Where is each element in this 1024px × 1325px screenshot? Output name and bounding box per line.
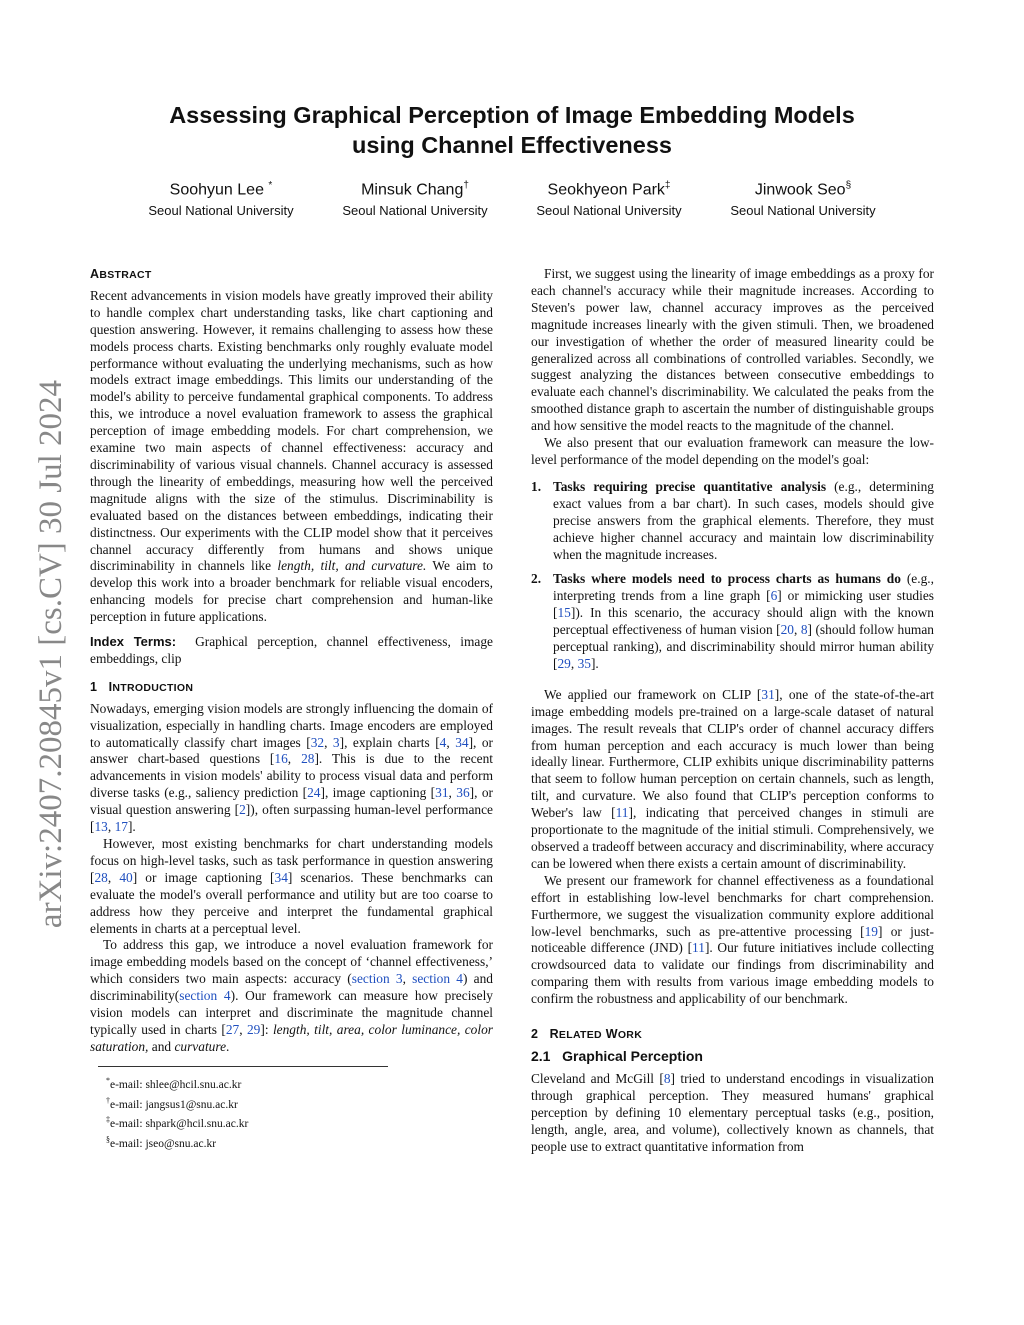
footnote: †e-mail: jangsus1@snu.ac.kr <box>106 1095 238 1111</box>
citation-link[interactable]: 29 <box>557 655 571 671</box>
author-block <box>124 176 318 222</box>
task-list <box>531 479 934 673</box>
right-paragraph-4: We present our framework for channel effectiveness as a foundational effort in establishing low-level benchmarks for chart comprehension. Furthermore, we suggest the visualization community explore additional low-level benchmarks, such as pre-attentive processing [19] or just-noticeable difference (JND) [11]. Our future initiatives include collecting crowdsourced data to validate our findings from discriminability and comparing them with results from various image embedding models to confirm the robustness and applicability of our benchmark. <box>531 872 934 1007</box>
citation-link[interactable]: 8 <box>663 1070 671 1086</box>
author-mark: § <box>845 180 852 191</box>
abstract-heading: ABSTRACT <box>90 267 152 281</box>
citation-link[interactable]: 15 <box>557 605 571 621</box>
author-block <box>706 176 900 222</box>
citation-link[interactable]: 35 <box>577 655 591 671</box>
intro-paragraph-2: However, most existing benchmarks for chart understanding models focus on high-level tasks, such as task performance in question answering [28, 40] or image captioning [34] scenarios. These benchmarks can evaluate the model's overall performance and utility but are too coarse to address how they perceive and interpret the fundamental graphical elements in charts at a perceptual level. <box>90 836 493 936</box>
author-affiliation: Seoul National University <box>536 203 682 219</box>
citation-link[interactable]: 8 <box>800 622 808 638</box>
citation-link[interactable]: 28 <box>94 869 108 885</box>
citation-link[interactable]: 36 <box>456 785 470 801</box>
author-name: Jinwook Seo <box>754 181 846 199</box>
citation-link[interactable]: 2 <box>239 802 246 818</box>
abstract-text: Recent advancements in vision models have greatly improved their ability to handle complex chart understanding tasks, like chart captioning and question answering. However, it remains challenging to assess how these models process charts. Existing benchmarks only roughly evaluate model performance without evaluating the underlying mechanisms, such as how models extract image embeddings. This limits our understanding of the model's ability to perceive fundamental graphical components. To address this, we introduce a novel evaluation framework to assess the graphical perception of image embedding models. For chart comprehension, we examine two main aspects of channel effectiveness: accuracy and discriminability of various visual channels. Channel accuracy is assessed through the linearity of embeddings, measuring how well the perceived magnitude aligns with the size of the stimulus. Discriminability is evaluated based on the distances between embeddings, indicating their distinctness. Our experiments with the CLIP model show that it perceives channel accuracy differently from humans and shows unique discriminability in channels like length, tilt, and curvature. We aim to develop this work into a broader benchmark for reliable visual encoders, enhancing models for precise chart comprehension and human-like perception in future applications. <box>90 287 494 625</box>
left-column <box>90 266 493 1152</box>
section-heading-related-work: 2 RELATED WORK <box>531 1027 643 1042</box>
citation-link[interactable]: 40 <box>119 869 133 885</box>
citation-link[interactable]: 34 <box>274 869 288 885</box>
arxiv-identifier: arXiv:2407.20845v1 [cs.CV] 30 Jul 2024 <box>33 379 69 929</box>
author-affiliation: Seoul National University <box>730 203 876 219</box>
citation-link[interactable]: 31 <box>761 686 775 702</box>
citation-link[interactable]: 27 <box>225 1021 240 1037</box>
title-line-2: using Channel Effectiveness <box>352 132 672 158</box>
author-name: Minsuk Chang <box>361 181 464 199</box>
citation-link[interactable]: 13 <box>94 819 108 835</box>
author-block <box>318 176 512 222</box>
author-affiliation: Seoul National University <box>342 203 488 219</box>
author-mark: † <box>463 180 469 191</box>
citation-link[interactable]: 3 <box>332 734 340 750</box>
right-column <box>531 266 934 1155</box>
footnote: §e-mail: jseo@snu.ac.kr <box>106 1135 217 1151</box>
author-affiliation: Seoul National University <box>148 203 294 219</box>
citation-link[interactable]: 11 <box>692 940 705 956</box>
author-mark: * <box>268 180 273 191</box>
author-block <box>512 176 706 222</box>
paper-title <box>0 100 1024 160</box>
right-paragraph-5: Cleveland and McGill [8] tried to understand encodings in visualization through graphical perception. They measured humans' graphical perception by defining 10 elementary perceptual tasks (e.g., position, length, angle, area, and volume), collectively known as channels, that people use to extract quantitative information from <box>531 1070 934 1154</box>
author-list <box>124 176 900 222</box>
citation-link[interactable]: 17 <box>114 819 128 835</box>
citation-link[interactable]: 16 <box>274 751 288 767</box>
title-line-1: Assessing Graphical Perception of Image Embedding Models <box>169 102 855 128</box>
citation-link[interactable]: 4 <box>439 734 447 750</box>
footnote: *e-mail: shlee@hcil.snu.ac.kr <box>106 1075 242 1091</box>
section-link[interactable]: section 4 <box>412 971 463 987</box>
index-terms: Index Terms: Graphical perception, channel effectiveness, image embeddings, clip <box>90 634 493 666</box>
citation-link[interactable]: 29 <box>246 1021 261 1037</box>
citation-link[interactable]: 34 <box>455 734 469 750</box>
intro-paragraph-3: To address this gap, we introduce a novel evaluation framework for image embedding models based on the concept of ‘channel effectiveness,’ which considers two main aspects: accuracy (section 3, section 4) and discriminability(section 4). Our framework can measure how precisely vision models can interpret and discriminate the magnitude channel typically used in charts [27, 29]: length, tilt, area, color luminance, color saturation, and curvature. <box>90 937 494 1054</box>
footnote-divider <box>98 1066 388 1067</box>
task-item: 2. Tasks where models need to process charts as humans do (e.g., interpreting trends from a line graph [6] or mimicking user studies [15]). In this scenario, the accuracy should align with the known perceptual effectiveness of human vision [20, 8] (should follow human perceptual ranking), and discriminability should mirror human ability [29, 35]. <box>531 571 934 671</box>
footnote: ‡e-mail: shpark@hcil.snu.ac.kr <box>106 1115 249 1131</box>
section-link[interactable]: section 4 <box>179 988 231 1004</box>
citation-link[interactable]: 32 <box>310 734 325 750</box>
intro-paragraph-1: Nowadays, emerging vision models are strongly influencing the domain of visualization, especially in handling charts. Image encoders are employed to automatically classify chart images [32, 3], explain charts [4, 34], or answer chart-based questions [16, 28]. This is due to the recent advancements in vision models' ability to process visual data and perform diverse tasks (e.g., saliency prediction [24], image captioning [31, 36], or visual question answering [2]), often surpassing human-level performance [13, 17]. <box>90 700 494 835</box>
subsection-heading-graphical-perception: 2.1 Graphical Perception <box>531 1047 703 1064</box>
footnotes <box>90 1073 493 1152</box>
citation-link[interactable]: 24 <box>307 785 321 801</box>
citation-link[interactable]: 11 <box>615 805 629 821</box>
section-link[interactable]: section 3 <box>351 971 403 987</box>
citation-link[interactable]: 19 <box>864 923 878 939</box>
right-paragraph-3: We applied our framework on CLIP [31], one of the state-of-the-art image embedding models pre-trained on a large-scale dataset of natural images. The result reveals that CLIP's order of channel accuracy differs from human perception and each accuracy is much lower than being ideally linear. Furthermore, CLIP exhibits unique discriminability patterns that seem to follow human perception on certain channels, such as length, tilt, and curvature. We also found that CLIP's perception conforms to Weber's law [11], indicating that perceived changes in stimuli are proportionate to the magnitude of the initial stimuli. Comprehensively, we observed a tradeoff between accuracy and discriminability, where accuracy can be lowered when there exists a certain amount of discriminability. <box>531 686 934 871</box>
task-item: 1. Tasks requiring precise quantitative analysis (e.g., determining exact values from a bar chart). In such cases, models should give precise answers from the graphical elements. Therefore, they must achieve higher channel accuracy and maintain low discriminability when the magnitude increases. <box>531 478 934 562</box>
author-name: Soohyun Lee <box>169 181 264 199</box>
author-mark: ‡ <box>664 180 671 191</box>
citation-link[interactable]: 31 <box>435 785 449 801</box>
index-terms-label: Index Terms: <box>90 634 177 650</box>
right-paragraph-1: First, we suggest using the linearity of image embeddings as a proxy for each channel's accuracy while their magnitude increases. According to Steven's power law, channel accuracy improves as the perceived magnitude increases linearly with the given stimuli. Then, we broadened our investigation of whether the order of measured linearity could be generalized across all combinations of controlled variables. Secondly, we suggest analyzing the distances between consecutive embeddings to evaluate each channel's discriminability. We calculated the peaks from the smoothed distance graph to ascertain the number of distinguishable groups and how sensitive the model reacts to the magnitude of the channel. <box>531 266 934 434</box>
citation-link[interactable]: 28 <box>301 751 315 767</box>
citation-link[interactable]: 20 <box>780 622 794 638</box>
section-heading-introduction: 1 INTRODUCTION <box>90 679 194 694</box>
citation-link[interactable]: 6 <box>770 588 778 604</box>
right-paragraph-2: We also present that our evaluation framework can measure the low-level performance of the model depending on the model's goal: <box>531 435 934 467</box>
author-name: Seokhyeon Park <box>547 181 665 199</box>
